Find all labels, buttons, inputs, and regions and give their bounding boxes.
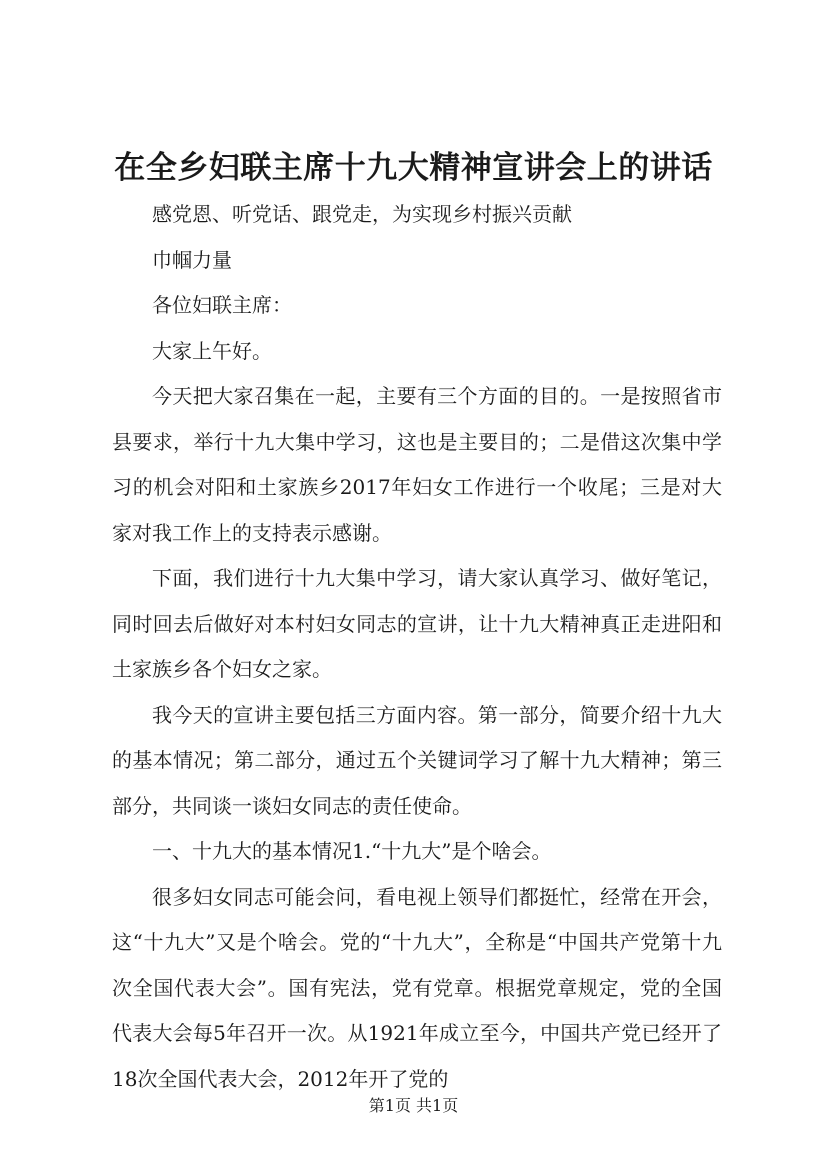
page-footer: 第1页 共1页 [368,1096,459,1115]
paragraph-outline: 我今天的宣讲主要包括三方面内容。第一部分，简要介绍十九大的基本情况；第二部分，通过五个关键词学习了解十九大精神；第三部分，共同谈一谈妇女同志的责任使命。 [112,702,722,818]
paragraph-background: 很多妇女同志可能会问，看电视上领导们都挺忙，经常在开会，这“十九大”又是个啥会。党的“十九大”，全称是“中国共产党第十九次全国代表大会”。国有宪法，党有党章。根据党章规定，党的全国代表大会每5年召开一次。从1921年成立至今，中国共产党已经开了18次全国代表大会，2012年开了党的 [112,884,722,1091]
paragraph-study: 下面，我们进行十九大集中学习，请大家认真学习、做好笔记，同时回去后做好对本村妇女同志的宣讲，让十九大精神真正走进阳和土家族乡各个妇女之家。 [112,566,722,681]
greeting: 大家上午好。 [152,338,272,363]
subtitle-line-1: 感党恩、听党话、跟党走，为实现乡村振兴贡献 [152,202,572,226]
section-heading: 一、十九大的基本情况1.“十九大”是个啥会。 [152,839,552,863]
document-title: 在全乡妇联主席十九大精神宣讲会上的讲话 [114,150,713,186]
subtitle-line-2: 巾帼力量 [152,247,232,272]
document-body [112,192,722,1102]
paragraph-purpose: 今天把大家召集在一起，主要有三个方面的目的。一是按照省市县要求，举行十九大集中学习，这也是主要目的；二是借这次集中学习的机会对阳和土家族乡2017年妇女工作进行一个收尾；三是对大家对我工作上的支持表示感谢。 [112,384,722,545]
salutation: 各位妇联主席： [152,293,292,317]
